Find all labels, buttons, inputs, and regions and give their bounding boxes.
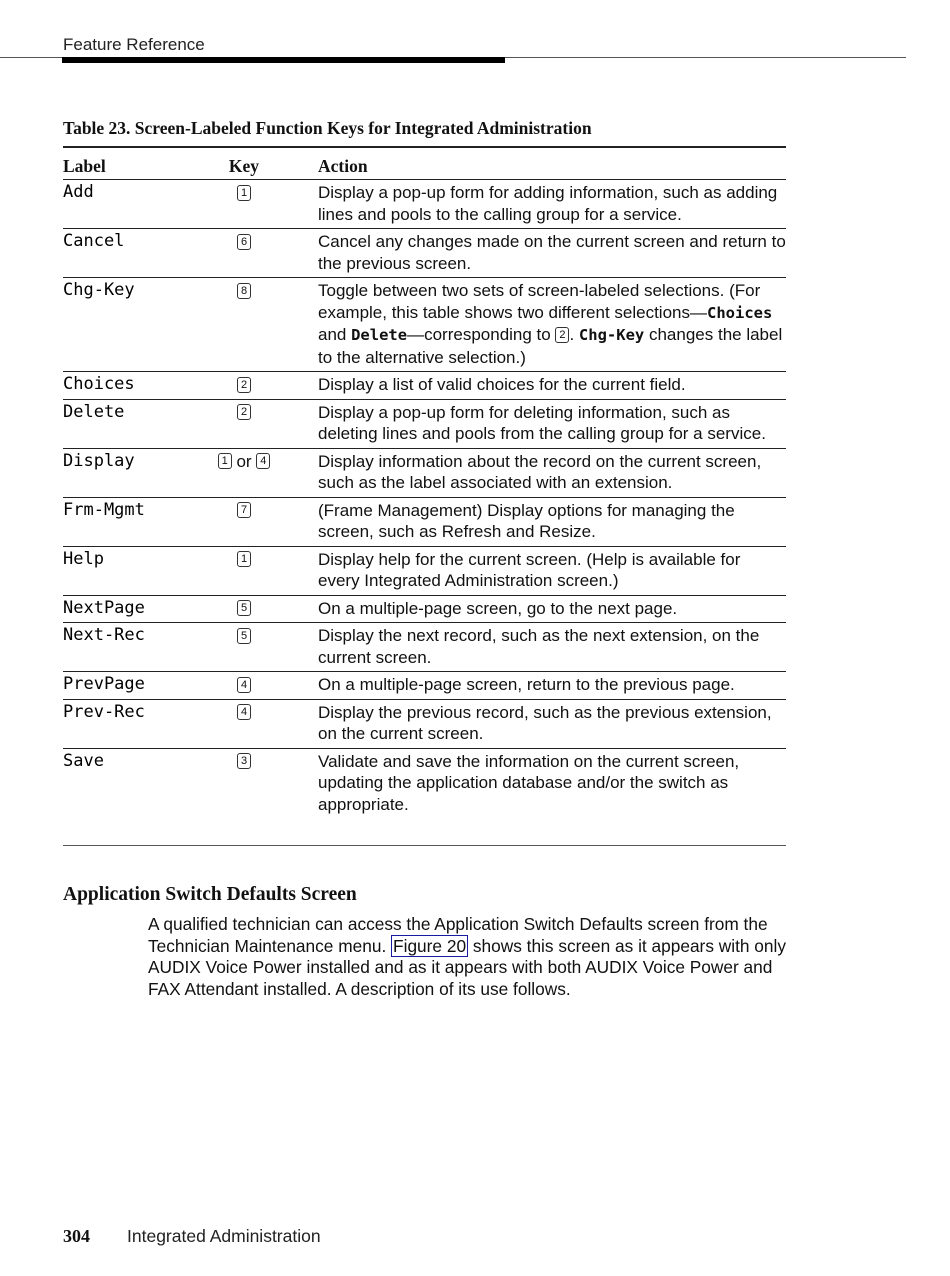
row-label: Chg-Key	[63, 278, 170, 372]
table-caption: Table 23. Screen-Labeled Function Keys for Integrated Administration	[63, 118, 592, 138]
table-end-rule	[63, 845, 786, 846]
delete-inline-label: Delete	[351, 326, 408, 344]
table-row	[63, 623, 786, 672]
keycap: 3	[237, 753, 251, 769]
table-row	[63, 278, 786, 372]
row-label: Prev-Rec	[63, 699, 170, 748]
key-joiner: or	[231, 451, 257, 471]
paragraph-text: shows this screen as it appears with only AUDIX Voice Power installed and as it appears with both AUDIX Voice Power and FAX Attendant installed. A description of its use follows.	[148, 935, 786, 999]
table-row	[63, 229, 786, 278]
row-action: Display the previous record, such as the previous extension, on the current screen.	[318, 699, 786, 748]
keycap: 7	[237, 502, 251, 518]
choices-inline-label: Choices	[707, 303, 773, 322]
row-label: Cancel	[63, 229, 170, 278]
body-paragraph	[148, 914, 788, 1000]
page-number: 304	[63, 1226, 90, 1246]
column-header-label: Label	[63, 147, 170, 180]
row-key	[170, 623, 318, 672]
row-action: Display a list of valid choices for the current field.	[318, 372, 786, 400]
table-row	[63, 448, 786, 497]
row-key	[170, 399, 318, 448]
action-text: and	[318, 325, 352, 344]
column-header-action: Action	[318, 147, 786, 180]
action-text: Toggle between two sets of screen-labeled selections. (For example, this table shows two different selections—	[318, 281, 761, 322]
table-row	[63, 546, 786, 595]
row-action	[318, 278, 786, 372]
keycap: 5	[237, 600, 251, 616]
table-row	[63, 672, 786, 700]
figure-20-link[interactable]: Figure 20	[393, 935, 467, 956]
row-key	[170, 448, 318, 497]
row-key	[170, 229, 318, 278]
footer-title: Integrated Administration	[127, 1226, 321, 1246]
table-row	[63, 180, 786, 229]
table-row	[63, 595, 786, 623]
paragraph-text: A qualified technician can access the Application Switch Defaults screen from the Technician Maintenance menu.	[148, 914, 768, 956]
keycap: 1	[237, 185, 251, 201]
row-label: Next-Rec	[63, 623, 170, 672]
table-row	[63, 399, 786, 448]
row-action: Display a pop-up form for adding information, such as adding lines and pools to the calling group for a service.	[318, 180, 786, 229]
chg-key-inline-label: Chg-Key	[578, 326, 645, 344]
row-label: Display	[63, 448, 170, 497]
row-key	[170, 595, 318, 623]
function-keys-table	[63, 146, 786, 818]
action-text: changes the label to the alternative selection.)	[318, 325, 783, 367]
row-key	[170, 497, 318, 546]
keycap: 1	[237, 551, 251, 567]
table-row	[63, 497, 786, 546]
keycap: 4	[237, 677, 251, 693]
column-header-key: Key	[170, 147, 318, 180]
row-label: Save	[63, 750, 104, 771]
row-action: Display information about the record on the current screen, such as the label associated with an extension.	[318, 448, 786, 497]
keycap: 4	[256, 453, 270, 469]
table-row	[63, 372, 786, 400]
row-label: PrevPage	[63, 672, 170, 700]
table-row	[63, 699, 786, 748]
keycap: 4	[237, 704, 251, 720]
keycap: 2	[555, 327, 569, 343]
row-action: Cancel any changes made on the current screen and return to the previous screen.	[318, 229, 786, 278]
action-text: .	[569, 325, 579, 344]
row-key	[170, 278, 318, 372]
row-key	[170, 546, 318, 595]
row-action: Display a pop-up form for deleting information, such as deleting lines and pools from the calling group for a service.	[318, 399, 786, 448]
keycap: 1	[218, 453, 232, 469]
row-key	[170, 672, 318, 700]
row-key	[170, 180, 318, 229]
row-label: Frm-Mgmt	[63, 497, 170, 546]
row-key	[170, 372, 318, 400]
keycap: 8	[237, 283, 251, 299]
row-label: NextPage	[63, 595, 170, 623]
header-rule-thick	[62, 57, 505, 63]
keycap: 2	[237, 404, 251, 420]
row-action: Display the next record, such as the next extension, on the current screen.	[318, 623, 786, 672]
row-action: Display help for the current screen. (Help is available for every Integrated Administration screen.)	[318, 546, 786, 595]
row-label: Delete	[63, 399, 170, 448]
row-key	[170, 748, 318, 818]
section-heading: Application Switch Defaults Screen	[63, 884, 357, 905]
row-key	[170, 699, 318, 748]
keycap: 6	[237, 234, 251, 250]
keycap: 5	[237, 628, 251, 644]
row-action: On a multiple-page screen, return to the previous page.	[318, 672, 786, 700]
row-action: Validate and save the information on the current screen, updating the application database and/or the switch as appropriate.	[318, 751, 740, 814]
keycap: 2	[237, 377, 251, 393]
table-row	[63, 748, 786, 818]
row-action: (Frame Management) Display options for managing the screen, such as Refresh and Resize.	[318, 497, 786, 546]
running-head: Feature Reference	[63, 35, 205, 54]
row-label: Add	[63, 180, 170, 229]
table-header-row	[63, 147, 786, 180]
row-action: On a multiple-page screen, go to the next page.	[318, 595, 786, 623]
row-label: Help	[63, 546, 170, 595]
action-text: —corresponding to	[407, 325, 556, 344]
row-label: Choices	[63, 372, 170, 400]
